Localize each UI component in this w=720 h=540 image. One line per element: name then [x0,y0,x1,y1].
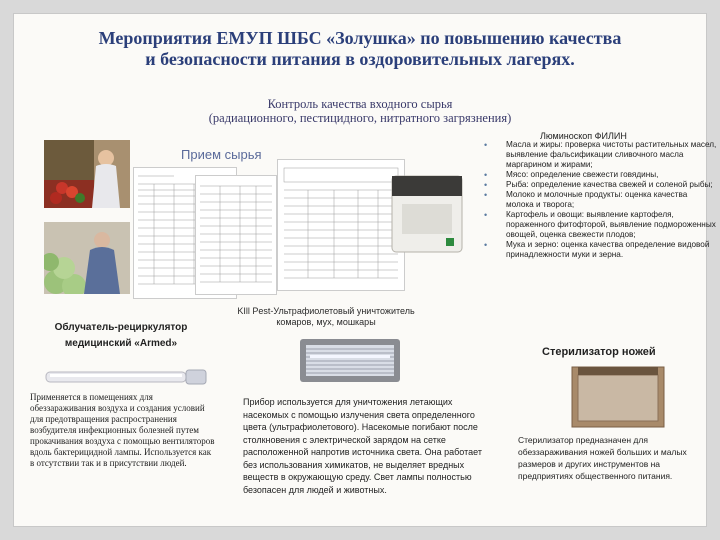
irradiator-description: Применяется в помещениях для обеззараживания воздуха и создания условий для предотвращения распространения возбудителя инфекционных болезней путем прокачивания воздуха с помощью вентиляторов вдоль бактерицидной лампы. Используется как в отсутствии так и в присутствии людей. [30,392,215,468]
subtitle-line-1: Контроль качества входного сырья [267,97,453,111]
subtitle-line-2: (радиационного, пестицидного, нитратного загрязнения) [208,111,512,125]
intake-photo-cabbage [44,222,130,294]
intake-document-2 [196,176,276,294]
list-item: • Масла и жиры: проверка чистоты растительных масел, выявление фальсификации сливочного масла маргарином и жирами; [506,140,717,170]
page-title [20,28,700,70]
list-item: • Картофель и овощи: выявление картофеля, пораженного фитофторой, выявление подмороженных овощей, оценка свежести плодов; [506,210,717,240]
luminoscope-image [388,172,466,256]
irradiator-title-line-1: Облучатель-рециркулятор [54,322,188,333]
title-line-2: и безопасности питания в оздоровительных лагерях. [145,49,575,69]
list-item: • Рыба: определение качества свежей и соленой рыбы; [506,180,717,190]
irradiator-image [40,364,210,386]
intake-document-3 [278,160,404,290]
subtitle [150,97,570,125]
luminoscope-list [480,140,717,260]
list-item: • Молоко и молочные продукты: оценка качества молока и творога; [506,190,717,210]
list-item: • Мясо: определение свежести говядины, [506,170,717,180]
luminoscope-title: Люминоскоп ФИЛИН [540,131,627,141]
irradiator-title-line-2: медицинский «Armed» [64,338,178,349]
sterilizer-description: Стерилизатор предназначен для обеззараживания ножей больших и малых размеров и других инструментов на предприятиях общественного питания. [518,435,687,481]
title-line-1: Мероприятия ЕМУП ШБС «Золушка» по повышению качества [98,28,622,48]
killpest-title: KIll Pest-Ультрафиолетовый уничтожитель комаров, мух, мошкары [237,306,415,327]
killpest-image [298,337,402,384]
list-item: • Мука и зерно: оценка качества определение видовой принадлежности муки и зерна. [506,240,717,260]
intake-photo-worker [44,140,130,208]
sterilizer-title: Стерилизатор ножей [542,346,656,358]
intake-label: Прием сырья [178,147,265,162]
killpest-description: Прибор используется для уничтожения летающих насекомых с помощью излучения света определенного цвета (ультрафиолетового). Насекомые погибают после столкновения с электрической зарядом на сетке расположенной напротив источника света. Она работает без использования химикатов, не выделяет вредных веществ в окружающую среду. Свет лампы полностью безопасен для людей и животных. [243,397,482,495]
sterilizer-image [570,365,666,429]
irradiator-title [26,320,216,352]
